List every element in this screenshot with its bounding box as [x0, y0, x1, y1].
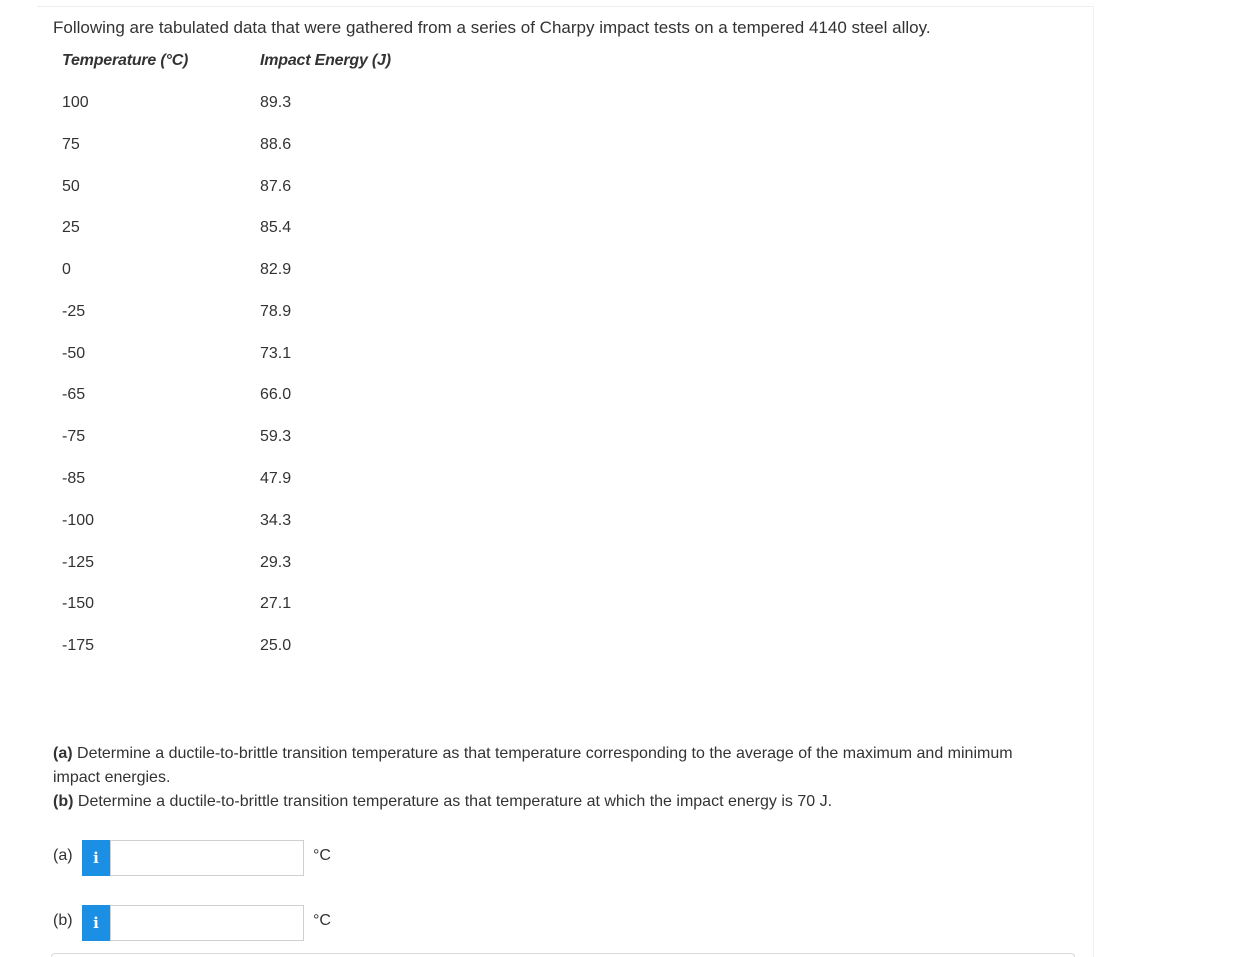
table-row — [0, 386, 400, 410]
impact-energy-cell: 29.3 — [260, 554, 292, 571]
table-row — [0, 178, 400, 202]
table-header-temperature: Temperature (°C) — [62, 52, 189, 69]
table-row — [0, 136, 400, 160]
temperature-cell: -125 — [62, 554, 95, 571]
table-row — [0, 512, 400, 536]
impact-energy-cell: 59.3 — [260, 428, 292, 445]
temperature-cell: -65 — [62, 386, 86, 403]
impact-energy-cell: 89.3 — [260, 94, 292, 111]
temperature-cell: 75 — [62, 136, 80, 153]
question-part-a-tag: (a) — [53, 745, 73, 762]
answer-row-a — [53, 840, 373, 876]
table-row — [0, 554, 400, 578]
impact-energy-cell: 47.9 — [260, 470, 292, 487]
temperature-cell: 25 — [62, 219, 80, 236]
temperature-cell: -100 — [62, 512, 95, 529]
temperature-cell: -75 — [62, 428, 86, 445]
answer-input-a[interactable] — [110, 840, 304, 876]
question-part-a — [53, 742, 1053, 790]
answer-input-b[interactable] — [110, 905, 304, 941]
unit-label-a: °C — [313, 847, 331, 864]
question-part-b-tag: (b) — [53, 793, 74, 810]
impact-energy-cell: 73.1 — [260, 345, 292, 362]
table-row — [0, 637, 400, 661]
impact-energy-cell: 25.0 — [260, 637, 292, 654]
impact-energy-cell: 78.9 — [260, 303, 292, 320]
info-icon[interactable]: i — [82, 905, 110, 941]
next-section-edge — [51, 953, 1075, 957]
table-header-impact-energy: Impact Energy (J) — [260, 52, 391, 69]
table-row — [0, 470, 400, 494]
answer-label-b: (b) — [53, 912, 73, 929]
question-part-b — [53, 790, 1053, 814]
answer-label-a: (a) — [53, 847, 73, 864]
table-row — [0, 345, 400, 369]
impact-energy-cell: 82.9 — [260, 261, 292, 278]
impact-energy-cell: 34.3 — [260, 512, 292, 529]
unit-label-b: °C — [313, 912, 331, 929]
temperature-cell: 0 — [62, 261, 71, 278]
question-text — [53, 742, 1053, 814]
impact-energy-cell: 27.1 — [260, 595, 292, 612]
table-row — [0, 94, 400, 118]
panel-divider — [1093, 6, 1094, 957]
temperature-cell: 50 — [62, 178, 80, 195]
table-row — [0, 303, 400, 327]
temperature-cell: -175 — [62, 637, 95, 654]
impact-energy-cell: 85.4 — [260, 219, 292, 236]
table-row — [0, 428, 400, 452]
temperature-cell: -85 — [62, 470, 86, 487]
table-row — [0, 261, 400, 285]
impact-energy-cell: 66.0 — [260, 386, 292, 403]
table-row — [0, 595, 400, 619]
impact-energy-cell: 88.6 — [260, 136, 292, 153]
question-part-b-text: Determine a ductile-to-brittle transition temperature as that temperature at which the impact energy is 70 J. — [73, 793, 833, 810]
intro-text: Following are tabulated data that were gathered from a series of Charpy impact tests on a tempered 4140 steel alloy. — [53, 18, 931, 37]
temperature-cell: -50 — [62, 345, 86, 362]
temperature-cell: 100 — [62, 94, 89, 111]
temperature-cell: -150 — [62, 595, 95, 612]
info-icon[interactable]: i — [82, 840, 110, 876]
impact-energy-cell: 87.6 — [260, 178, 292, 195]
answer-row-b — [53, 905, 373, 941]
table-row — [0, 219, 400, 243]
question-part-a-text: Determine a ductile-to-brittle transition temperature as that temperature corresponding to the average of the maximum and minimum impact energies. — [53, 745, 1013, 786]
temperature-cell: -25 — [62, 303, 86, 320]
